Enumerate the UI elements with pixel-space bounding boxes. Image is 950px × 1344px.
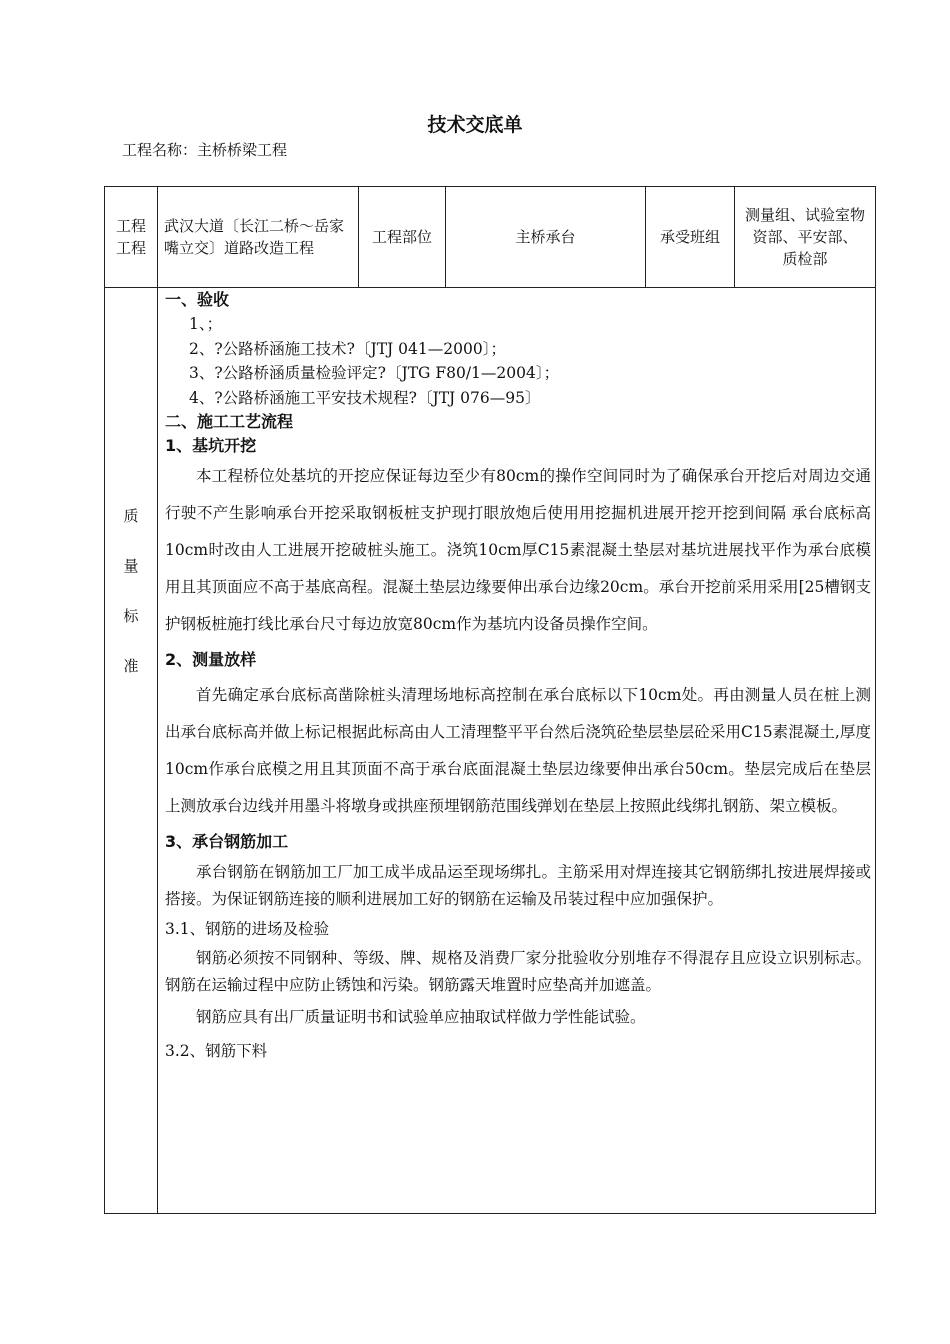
paragraph: 钢筋应具有出厂质量证明书和试验单应抽取试样做力学性能试验。 [196,1008,646,1026]
paragraph: 本工程桥位处基坑的开挖应保证每边至少有80cm的操作空间同时为了确保承台开挖后对周边交通行驶不产生影响承台开挖采取钢板桩支护现打眼放炮后使用用挖掘机进展开挖开挖到间隔 承台底标高10cm时改由人工进展开挖破桩头施工。浇筑10cm厚C15素混凝土垫层对基坑进展找平作为承台底模用且其顶面应不高于基底高程。混凝土垫层边缘要伸出承台边缘20cm。承台开挖前采用采用[25槽钢支护钢板桩施打线比承台尺寸每边放宽80cm作为基坑内设备员操作空间。 [165,467,871,633]
list-item: 2、?公路桥涵施工技术?〔JTJ 041—2000〕； [189,339,506,358]
location-value-cell: 主桥承台 [515,228,576,246]
paragraph: 钢筋必须按不同钢种、等级、牌、规格及消费厂家分批验收分别堆存不得混存且应设立识别标志。钢筋在运输过程中应防止锈蚀和污染。钢筋露天堆置时应垫高并加遮盖。 [165,949,871,994]
team-value-cell: 测量组、试验室物资部、平安部、 质检部 [744,206,865,268]
team-label-cell: 承受班组 [659,228,720,246]
paragraph: 首先确定承台底标高凿除桩头清理场地标高控制在承台底标以下10cm处。再由测量人员在桩上测出承台底标高并做上标记根据此标高由人工清理整平平台然后浇筑砼垫层垫层砼采用C15素混凝土,厚度10cm作承台底模之用且其顶面不高于承台底面混凝土垫层边缘要伸出承台50cm。垫层完成后在垫层上测放承台边线并用墨斗将墩身或拱座预埋钢筋范围线弹划在垫层上按照此线绑扎钢筋、架立模板。 [165,686,871,815]
list-item: 1、； [189,315,223,333]
subsection-heading: 3、承台钢筋加工 [165,832,289,851]
paragraph: 承台钢筋在钢筋加工厂加工成半成品运至现场绑扎。主筋采用对焊连接其它钢筋绑扎按进展焊接或搭接。为保证钢筋连接的顺利进展加工好的钢筋在运输及吊装过程中应加强保护。 [165,863,871,908]
side-char: 量 [123,557,139,575]
project-value-cell: 武汉大道〔长江二桥～岳家嘴立交〕道路改造工程 [164,217,345,257]
side-char: 质 [123,507,139,525]
subsection-heading: 3.1、钢筋的进场及检验 [165,920,330,938]
project-label-cell: 工程 工程 [115,217,146,257]
quality-standard-label [105,505,157,705]
content-body [165,288,871,1067]
list-item: 3、?公路桥涵质量检验评定?〔JTG F80/1—2004〕； [189,364,560,382]
section-heading: 一、验收 [165,290,230,309]
section-heading: 二、施工工艺流程 [165,412,294,431]
side-char: 标 [123,607,139,625]
document-title: 技术交底单 [427,114,523,136]
subsection-heading: 3.2、钢筋下料 [165,1042,268,1060]
side-char: 准 [123,657,139,675]
header-col-divider [157,186,158,1214]
subsection-heading: 2、测量放样 [165,650,257,669]
subsection-heading: 1、基坑开挖 [165,436,257,455]
location-label-cell: 工程部位 [371,228,432,246]
list-item: 4、?公路桥涵施工平安技术规程?〔JTJ 076—95〕 [189,388,541,407]
project-name: 工程名称：主桥桥梁工程 [122,141,288,159]
